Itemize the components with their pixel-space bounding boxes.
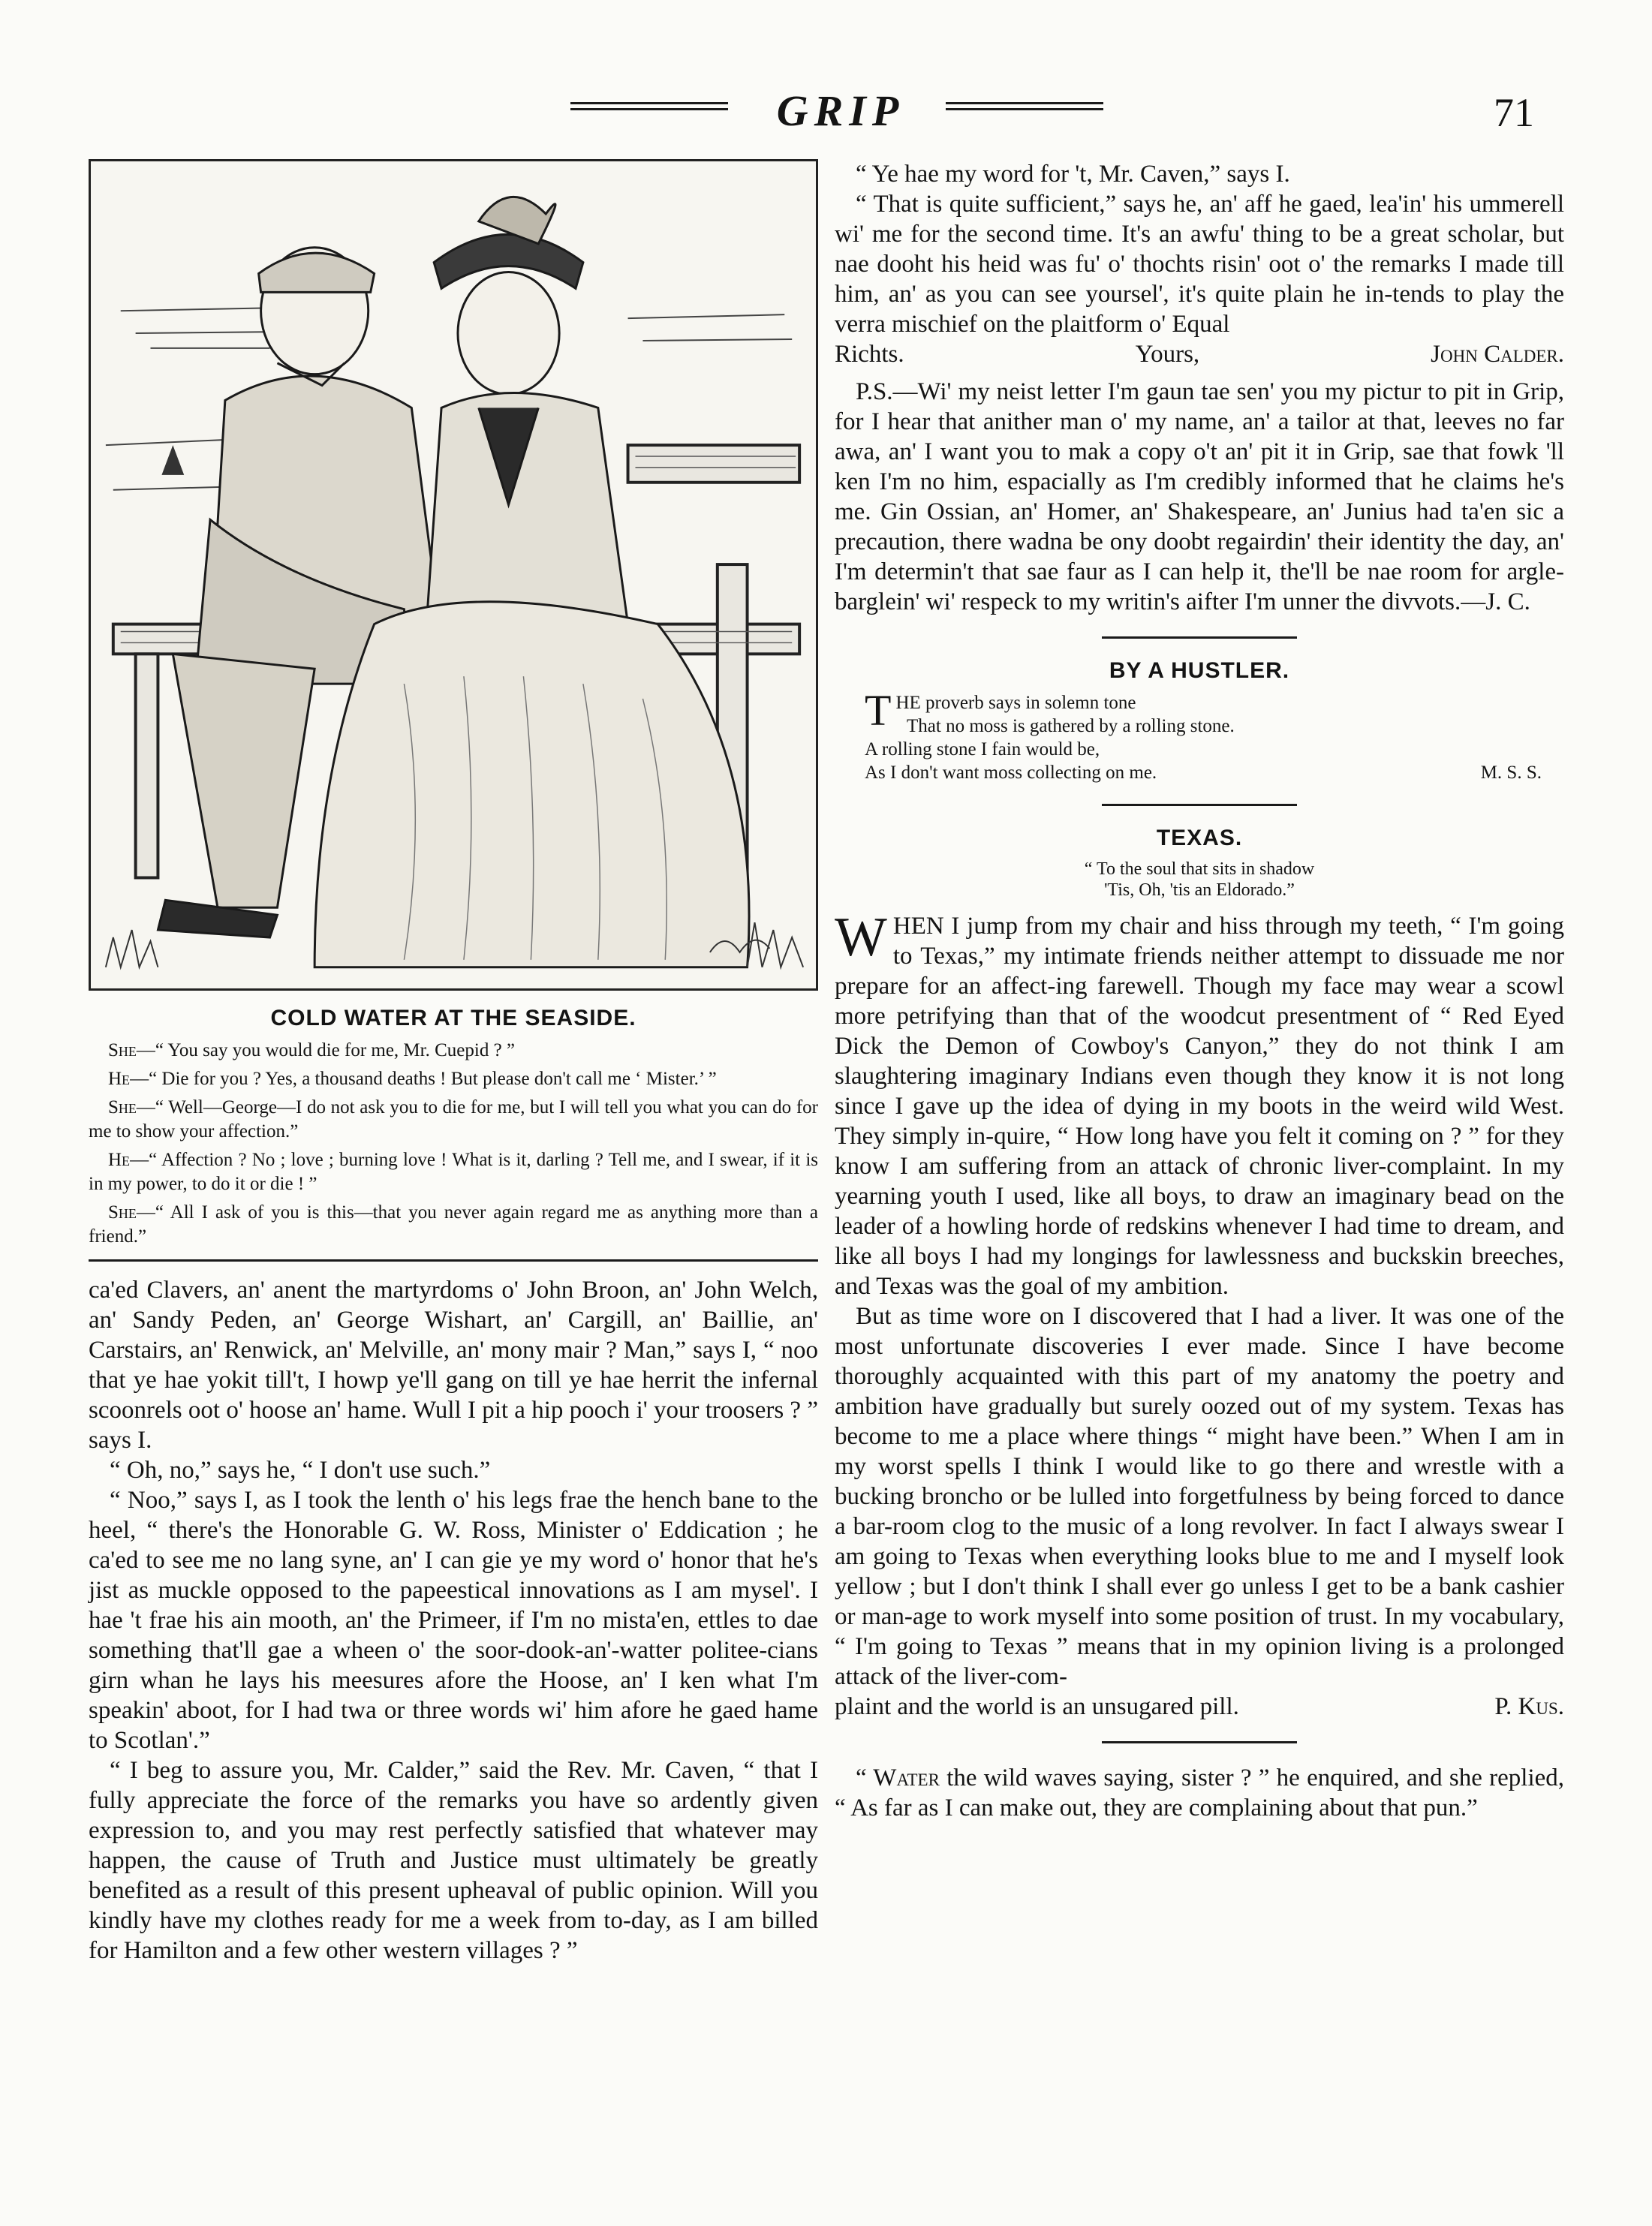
section-divider [1102,636,1297,639]
masthead-rule-right [946,102,1103,119]
caption-speaker: He [108,1069,131,1089]
left-column [89,159,818,1966]
joke-lead: “ Water [856,1764,940,1791]
hustler-title: BY A HUSTLER. [1109,658,1290,683]
caption-speaker: She [108,1040,137,1060]
caption-text: —“ You say you would die for me, Mr. Cuepid ? ” [136,1040,516,1060]
caption-speaker: She [108,1097,137,1118]
epigraph-line: “ To the soul that sits in shadow [1084,859,1315,879]
poem-line-4 [865,761,1564,784]
poem-line-text: As I don't want moss collecting on me. [865,763,1157,783]
caption-speaker: He [108,1150,131,1170]
caption-text: —“ Die for you ? Yes, a thousand deaths ! But please don't call me ‘ Mister.’ ” [130,1069,717,1089]
letter-paragraph: “ That is quite sufficient,” says he, an' aff he gaed, lea'in' his ummerell wi' me for the second time. It's an awfu' thing to be a great scholar, but nae dooht his heid was fu' o' thochts risin' oot o' the remarks I made till him, an' as you can see yoursel', it's quite plain he in-tends to play the verra mischief on the plaitform o' Equal [835,191,1564,338]
caption-speaker: She [108,1202,137,1223]
right-column [835,159,1564,1823]
caption-line [89,1148,818,1196]
letter-signoff [835,339,1564,369]
caption-text: —“ All I ask of you is this—that you never again regard me as anything more than a friend.” [89,1202,818,1247]
poem-author: M. S. S. [1480,763,1542,783]
engraving-sketch [91,161,816,988]
letter-yours: Yours, [1135,341,1200,368]
caption-text: —“ Well—George—I do not ask you to die for me, but I will tell you what you can do for me to show your affection.” [89,1097,818,1142]
joke-paragraph [835,1763,1564,1823]
caption-line [89,1096,818,1144]
texas-title: TEXAS. [1156,826,1243,850]
section-divider [1102,804,1297,806]
texas-signoff [835,1692,1564,1722]
texas-dropcap: W [835,907,887,968]
epigraph-line: 'Tis, Oh, 'tis an Eldorado.” [1104,880,1295,900]
poem-line-2: That no moss is gathered by a rolling stone. [907,716,1235,736]
texas-paragraph: But as time wore on I discovered that I had a liver. It was one of the most unfortunate discoveries I ever made. Since I have become thoroughly acquainted with this part of my anatomy the poetry and ambition have gradually but surely oozed out of my system. Texas has become to me a place where things “ might have been.” When I am in my worst spells I think I would like to go there and wrestle with a bucking broncho or be lulled into forgetfulness by being forced to dance a bar-room clog to the music of a long revolver. In fact I always swear I am going to Texas when everything looks blue to me and I myself look yellow ; but I don't think I shall ever go unless I get to be a bank cashier or man-age to work myself into some position of trust. In my vocabulary, “ I'm going to Texas ” means that in my opinion living is a prolonged attack of the liver-com- [835,1303,1564,1690]
caption-line [89,1039,818,1063]
article-paragraph: “ Oh, no,” says he, “ I don't use such.” [110,1457,491,1484]
poem-line-text: HE proverb says in solemn tone [895,693,1136,713]
letter-paragraph: “ Ye hae my word for 't, Mr. Caven,” says I. [856,161,1290,188]
caption-text: —“ Affection ? No ; love ; burning love ! What is it, darling ? Tell me, and I swear, if it is in my power, to do it or die ! ” [89,1150,818,1194]
section-divider [1102,1741,1297,1743]
caption-line [89,1067,818,1091]
letter-closing-word: Richts. [835,341,904,368]
hustler-poem [865,686,1564,784]
letter-postscript: P.S.—Wi' my neist letter I'm gaun tae sen' you my pictur to pit in Grip, for I hear that anither man o' my name, an' a tailor at that, leeves no far awa, an' I want you to mak a copy o't an' pit it in Grip, sae that fowk 'll ken I'm no him, espacially as I'm credibly informed that he claims he's me. Gin Ossian, an' Homer, an' Shakespeare, an' Junius had ta'en sic a precaution, there wadna be ony doobt regairdin' their identity the day, an' I'm determin't that sae faur as I can help it, the'll be nae room for argle-barglein' wi' respeck to my writin's aifter I'm unner the divvots.—J. C. [835,378,1564,615]
texas-epigraph [835,859,1564,901]
article-paragraph: ca'ed Clavers, an' anent the martyrdoms o' John Broon, an' John Welch, an' Sandy Peden, an' George Wishart, an' Cargill, an' Baillie, an' Carstairs, an' Renwick, an' Melville, an' mony mair ? Man,” says I, “ noo that ye hae yokit till't, I howp ye'll gang on till ye hae herrit the infernal scoonrels oot o' hoose an' hame. Wull I pit a hip pooch i' your troosers ? ” says I. [89,1277,818,1454]
caption-line [89,1201,818,1249]
seaside-couple-illustration [89,159,818,991]
texas-closing-line: plaint and the world is an unsugared pill. [835,1693,1239,1720]
joke-text: the wild waves saying, sister ? ” he enquired, and she replied, “ As far as I can make out, they are complaining about that pun.” [835,1764,1565,1821]
illustration-caption-title: COLD WATER AT THE SEASIDE. [270,1006,636,1030]
page-number: 71 [1494,90,1534,135]
article-paragraph: “ Noo,” says I, as I took the lenth o' his legs frae the hench bane to the heel, “ there's the Honorable G. W. Ross, Minister o' Eddication ; he ca'ed to see me no lang syne, an' I can gie ye my word o' honor that he's jist as muckle opposed to the papeestical innovations as I am mysel'. I hae 't frae his ain mooth, an' the Primeer, if I'm no mista'en, ettles to dae something that'll gae a wheen o' the soor-dook-an'-watter politee-cians girn whan he lays his meesures afore the Hoose, an' I ken what I'm speakin' aboot, for I had twa or three words wi' him afore he gaed hame to Scotlan'.” [89,1487,818,1754]
article-paragraph: “ I beg to assure you, Mr. Calder,” said the Rev. Mr. Caven, “ that I fully appreciate the force of the remarks you have so ardently given expression to, and you may rest perfectly satisfied that whatever may happen, the cause of Truth and Justice must ultimately be greatly benefited as a result of this present upheaval of public opinion. Will you kindly have my clothes ready for me a week from to-day, as I am billed for Hamilton and a few other western villages ? ” [89,1757,818,1964]
section-divider [89,1259,818,1262]
poem-dropcap: T [865,686,892,735]
texas-author: P. Kus. [1494,1693,1564,1720]
texas-paragraph [835,907,1564,1301]
letter-signature: John Calder. [1431,341,1564,368]
masthead-rule-left [570,102,728,119]
poem-line-3: A rolling stone I fain would be, [865,739,1100,760]
masthead-title: GRIP [776,86,905,135]
masthead [570,86,1111,135]
texas-paragraph-text: HEN I jump from my chair and hiss through my teeth, “ I'm going to Texas,” my intimate friends neither attempt to dissuade me nor prepare for an affect-ing farewell. Though my face may wear a scowl more petrifying than that of the woodcut presentment of “ Red Eyed Dick the Demon of Cowboy's Canyon,” they do not think I am slaughtering imaginary Indians even though they know it is not long since I gave up the idea of dying in my boots in the weird wild West. They simply in-quire, “ How long have you felt it coming on ? ” for they know I am suffering from an attack of chronic liver-complaint. In my yearning youth I used, like all boys, to draw an imaginary bead on the leader of a howling horde of redskins whenever I had time to dream, and like all boys I had my longings for lawlessness and buckskin breeches, and Texas was the goal of my ambition. [835,913,1564,1300]
